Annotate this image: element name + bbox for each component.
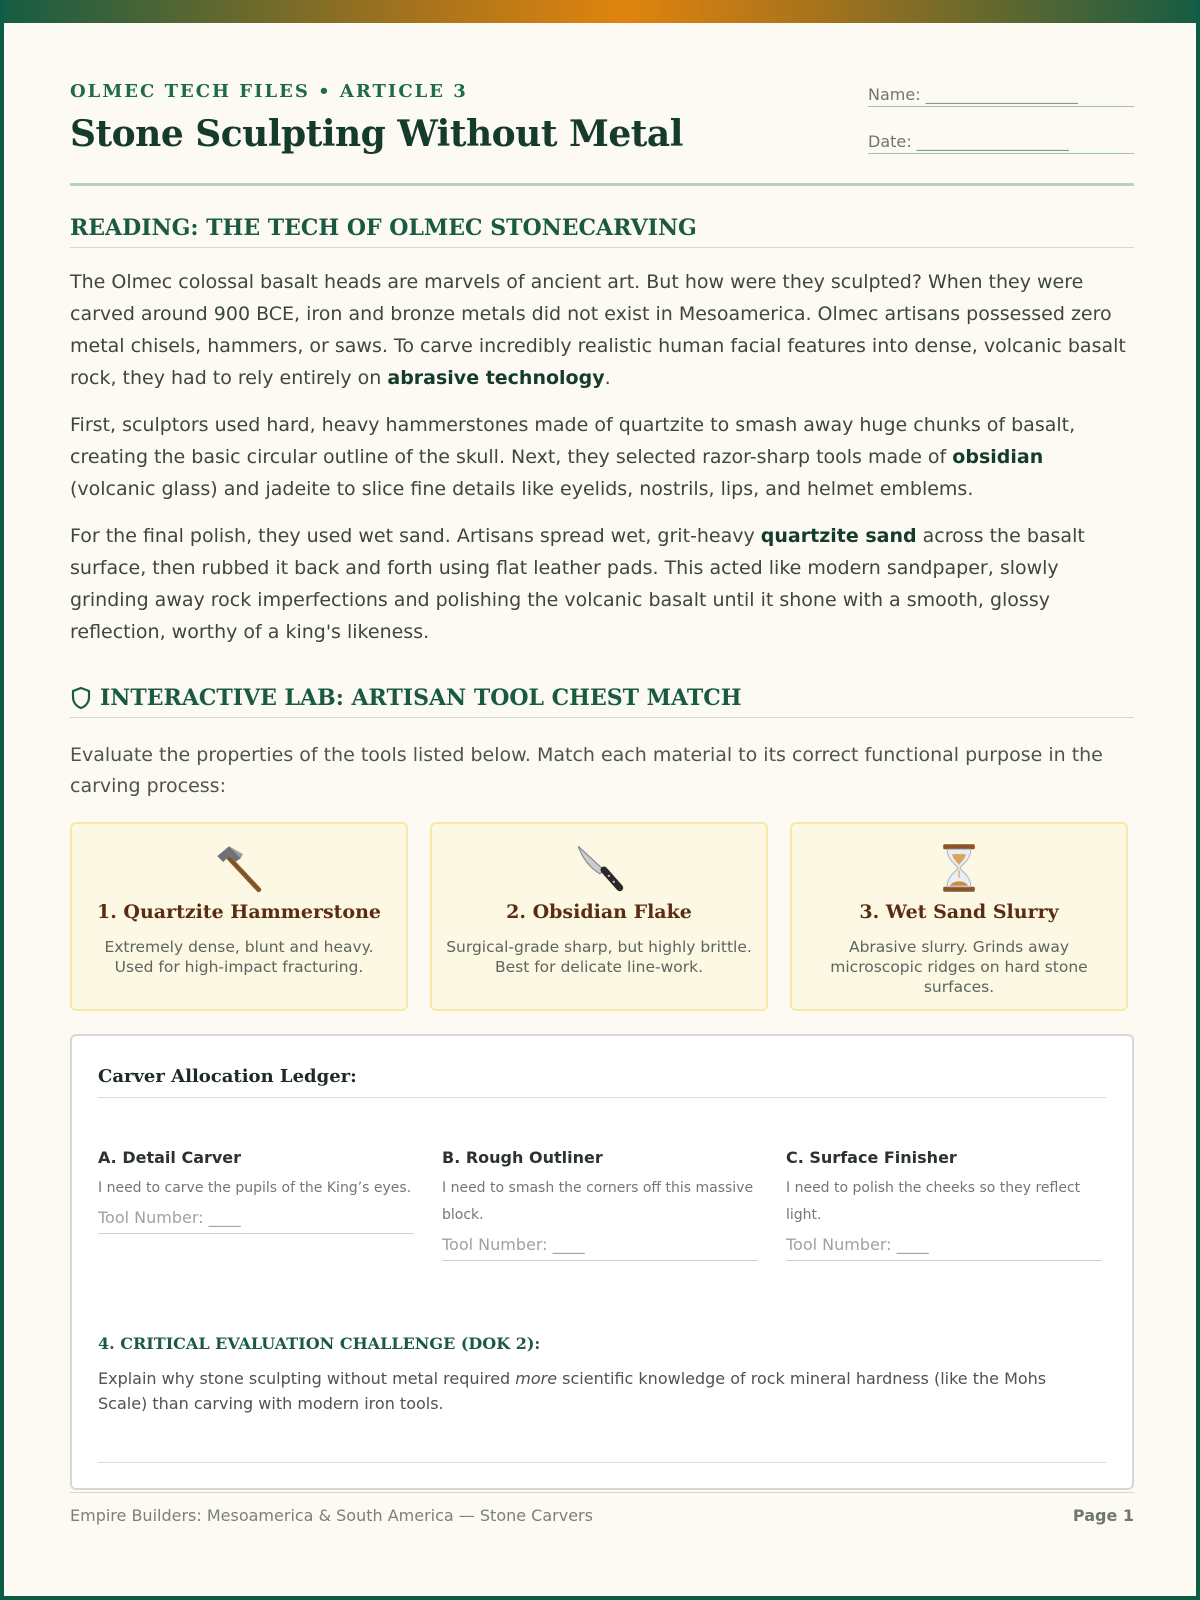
top-gradient-bar — [4, 0, 1196, 23]
date-blank[interactable]: ___________________ — [916, 132, 1069, 151]
knife-icon — [432, 842, 766, 892]
p2-bold-term: obsidian — [952, 446, 1044, 468]
page-number: Page 1 — [1072, 1506, 1134, 1525]
p1-bold-term: abrasive technology — [387, 367, 605, 389]
reading-paragraph-2 — [70, 409, 1134, 505]
challenge-prompt — [98, 1366, 1098, 1416]
challenge-text: Explain why stone sculpting without metal required — [98, 1369, 516, 1388]
carver-role: A. Detail Carver — [98, 1148, 242, 1167]
challenge-text-end: scientific knowledge of rock mineral hardness (like the Mohs Scale) than carving with modern iron tools. — [98, 1369, 1047, 1413]
reading-heading-text: READING: THE TECH OF OLMEC STONECARVING — [70, 215, 697, 241]
carver-role: B. Rough Outliner — [442, 1148, 603, 1167]
carver-rough-outliner — [442, 1148, 758, 1261]
lab-intro: Evaluate the properties of the tools listed below. Match each material to its correct functional purpose in the carving process: — [70, 744, 1103, 797]
ledger-title: Carver Allocation Ledger: — [98, 1066, 1106, 1098]
p3-text: For the final polish, they used wet sand. Artisans spread wet, grit-heavy — [70, 525, 761, 547]
challenge-emphasis: more — [515, 1369, 558, 1388]
lab-heading-text: INTERACTIVE LAB: ARTISAN TOOL CHEST MATCH — [100, 685, 742, 711]
tool-number-field[interactable]: Tool Number: ____ — [786, 1235, 1102, 1261]
worksheet-page — [4, 0, 1196, 1596]
challenge-title: 4. CRITICAL EVALUATION CHALLENGE (DOK 2): — [98, 1334, 541, 1353]
carver-quote: I need to carve the pupils of the King’s eyes. — [98, 1180, 412, 1196]
tool-name: 1. Quartzite Hammerstone — [96, 901, 382, 923]
carver-quote: I need to polish the cheeks so they reflect light. — [786, 1180, 1081, 1223]
carver-surface-finisher — [786, 1148, 1102, 1261]
reading-paragraph-3 — [70, 520, 1134, 648]
answer-line[interactable] — [98, 1462, 1106, 1463]
hourglass-icon — [792, 842, 1126, 892]
lab-heading — [70, 685, 1134, 718]
carver-detail — [98, 1148, 414, 1234]
date-label: Date: — [868, 132, 912, 151]
p3-text-end: across the basalt surface, then rubbed it back and forth using flat leather pads. This acted like modern sandpaper, slowly grinding away rock imperfections and polishing the volcanic basalt until it shone with a smooth, glossy reflection, worthy of a king's likeness. — [70, 525, 1085, 643]
shield-icon — [70, 686, 92, 710]
reading-paragraph-1 — [70, 266, 1134, 394]
tool-card-wet-sand — [790, 822, 1128, 1011]
carver-allocation-ledger — [70, 1034, 1134, 1490]
tool-name: 2. Obsidian Flake — [506, 901, 692, 923]
footer-divider — [70, 1492, 1134, 1493]
p2-text: First, sculptors used hard, heavy hammerstones made of quartzite to smash away huge chunks of basalt, creating the basic circular outline of the skull. Next, they selected razor-sharp tools made of — [70, 414, 1076, 468]
article-kicker: OLMEC TECH FILES • ARTICLE 3 — [70, 81, 468, 102]
name-blank[interactable]: ___________________ — [925, 85, 1078, 104]
reading-heading — [70, 215, 1134, 248]
p3-bold-term: quartzite sand — [760, 525, 917, 547]
tool-name: 3. Wet Sand Slurry — [859, 901, 1059, 923]
name-field[interactable] — [868, 85, 1134, 107]
header-divider — [70, 183, 1134, 186]
p2-text-end: (volcanic glass) and jadeite to slice fine details like eyelids, nostrils, lips, and helmet emblems. — [70, 478, 974, 500]
p1-text: The Olmec colossal basalt heads are marvels of ancient art. But how were they sculpted? When they were carved around 900 BCE, iron and bronze metals did not exist in Mesoamerica. Olmec artisans possessed zero metal chisels, hammers, or saws. To carve incredibly realistic human facial features into dense, volcanic basalt rock, they had to rely entirely on — [70, 271, 1126, 389]
tool-card-obsidian — [430, 822, 768, 1011]
date-field[interactable] — [868, 132, 1134, 154]
tool-number-field[interactable]: Tool Number: ____ — [98, 1208, 414, 1234]
footer-series-title: Empire Builders: Mesoamerica & South America — Stone Carvers — [70, 1506, 593, 1525]
p1-text-end: . — [604, 367, 611, 389]
name-label: Name: — [868, 85, 921, 104]
carver-quote: I need to smash the corners off this massive block. — [442, 1180, 754, 1223]
page-title: Stone Sculpting Without Metal — [70, 113, 683, 155]
hammer-icon — [72, 842, 406, 892]
tool-description: Surgical-grade sharp, but highly brittle. Best for delicate line-work. — [446, 938, 752, 976]
tool-card-hammerstone — [70, 822, 408, 1011]
tool-number-field[interactable]: Tool Number: ____ — [442, 1235, 758, 1261]
carver-role: C. Surface Finisher — [786, 1148, 957, 1167]
tool-description: Extremely dense, blunt and heavy. Used for high-impact fracturing. — [104, 938, 374, 976]
tool-description: Abrasive slurry. Grinds away microscopic ridges on hard stone surfaces. — [830, 938, 1088, 996]
